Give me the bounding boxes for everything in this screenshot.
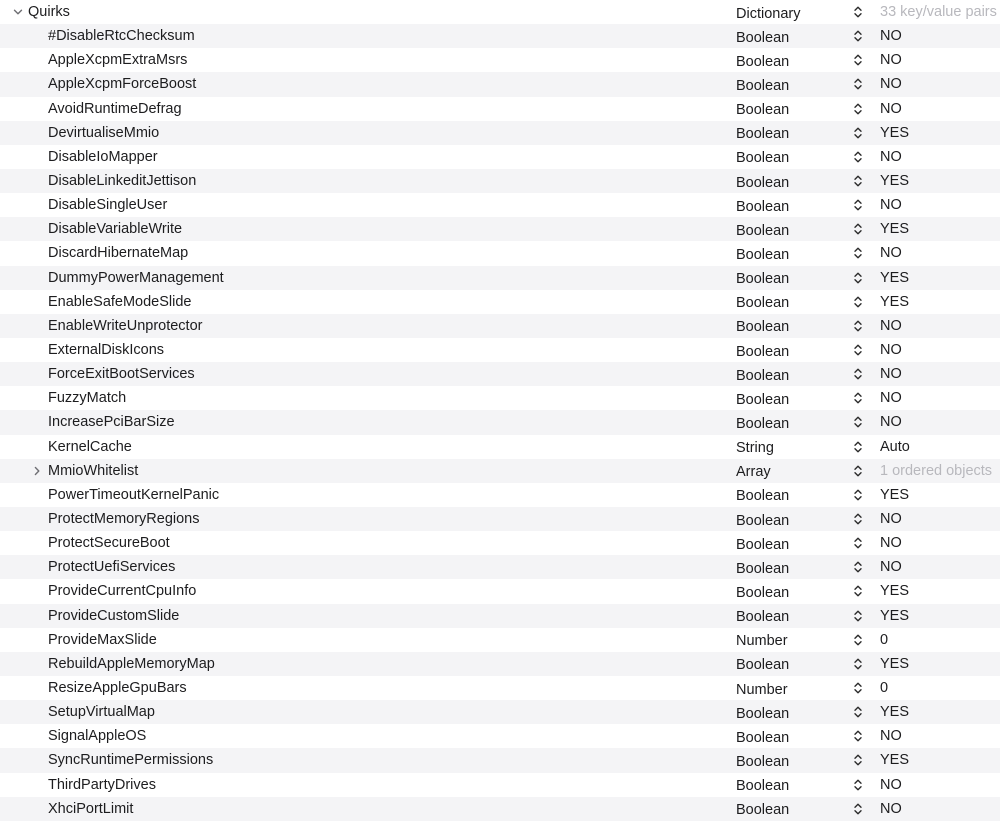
row-key[interactable]: DisableLinkeditJettison	[48, 173, 197, 190]
row-key[interactable]: ThirdPartyDrives	[48, 776, 156, 793]
row-type[interactable]: Boolean	[736, 584, 790, 601]
row-key[interactable]: FuzzyMatch	[48, 390, 127, 407]
up-down-stepper-icon[interactable]	[853, 0, 863, 24]
row-type[interactable]: Boolean	[736, 102, 790, 119]
up-down-stepper-icon[interactable]	[853, 338, 863, 362]
up-down-stepper-icon[interactable]	[853, 507, 863, 531]
row-key[interactable]: DevirtualiseMmio	[48, 124, 160, 141]
plist-row[interactable]	[0, 386, 1000, 410]
row-type[interactable]: String	[736, 440, 774, 457]
up-down-stepper-icon[interactable]	[853, 483, 863, 507]
up-down-stepper-icon[interactable]	[853, 724, 863, 748]
row-type[interactable]: Boolean	[736, 729, 790, 746]
quirks-children	[0, 24, 1000, 821]
row-value[interactable]: YES	[880, 486, 910, 503]
row-key[interactable]: DisableSingleUser	[48, 197, 168, 214]
row-value[interactable]: NO	[880, 511, 902, 528]
up-down-stepper-icon[interactable]	[853, 459, 863, 483]
plist-row[interactable]	[0, 290, 1000, 314]
plist-row[interactable]	[0, 531, 1000, 555]
row-type[interactable]: Boolean	[736, 391, 790, 408]
up-down-stepper-icon[interactable]	[853, 72, 863, 96]
up-down-stepper-icon[interactable]	[853, 266, 863, 290]
row-value: 33 key/value pairs	[880, 4, 997, 21]
plist-row[interactable]	[0, 266, 1000, 290]
row-value[interactable]: YES	[880, 583, 910, 600]
row-type[interactable]: Boolean	[736, 367, 790, 384]
row-key[interactable]: DisableVariableWrite	[48, 221, 183, 238]
row-value[interactable]: NO	[880, 148, 902, 165]
row-key[interactable]: ResizeAppleGpuBars	[48, 680, 187, 696]
up-down-stepper-icon[interactable]	[853, 241, 863, 265]
up-down-stepper-icon[interactable]	[853, 435, 863, 459]
row-type[interactable]: Boolean	[736, 560, 790, 577]
plist-row[interactable]	[0, 676, 1000, 700]
row-key[interactable]: ProvideCustomSlide	[48, 607, 180, 624]
plist-row[interactable]	[0, 48, 1000, 72]
row-value[interactable]: YES	[880, 173, 910, 190]
row-key[interactable]: SetupVirtualMap	[48, 704, 155, 721]
row-type[interactable]: Boolean	[736, 512, 790, 529]
row-key[interactable]: DummyPowerManagement	[48, 269, 224, 286]
plist-row[interactable]	[0, 217, 1000, 241]
row-key[interactable]: AppleXcpmExtraMsrs	[48, 52, 188, 69]
row-type[interactable]: Boolean	[736, 319, 790, 336]
row-key[interactable]: SignalAppleOS	[48, 728, 147, 745]
plist-row[interactable]	[0, 145, 1000, 169]
plist-row[interactable]	[0, 773, 1000, 797]
row-key[interactable]: MmioWhitelist	[48, 462, 139, 479]
quirks-row[interactable]	[0, 0, 1000, 24]
plist-row[interactable]	[0, 700, 1000, 724]
plist-row[interactable]	[0, 507, 1000, 531]
plist-row[interactable]	[0, 748, 1000, 772]
up-down-stepper-icon[interactable]	[853, 290, 863, 314]
row-key[interactable]: ExternalDiskIcons	[48, 342, 165, 359]
row-value[interactable]: 0	[880, 631, 889, 648]
row-value[interactable]: YES	[880, 607, 910, 624]
plist-row[interactable]	[0, 797, 1000, 821]
row-value[interactable]: NO	[880, 800, 902, 817]
row-type[interactable]: Boolean	[736, 174, 790, 191]
row-value[interactable]: YES	[880, 752, 910, 769]
up-down-stepper-icon[interactable]	[853, 531, 863, 555]
up-down-stepper-icon[interactable]	[853, 797, 863, 821]
row-key[interactable]: EnableSafeModeSlide	[48, 293, 192, 310]
row-value[interactable]: NO	[880, 776, 902, 793]
row-value[interactable]: YES	[880, 124, 910, 141]
row-key[interactable]: ProvideCurrentCpuInfo	[48, 583, 197, 600]
row-value[interactable]: YES	[880, 269, 910, 286]
row-value[interactable]: NO	[880, 559, 902, 576]
row-type[interactable]: Boolean	[736, 778, 790, 795]
up-down-stepper-icon[interactable]	[853, 579, 863, 603]
row-type[interactable]: Boolean	[736, 343, 790, 360]
up-down-stepper-icon[interactable]	[853, 628, 863, 652]
row-key[interactable]: DiscardHibernateMap	[48, 245, 189, 262]
plist-row[interactable]	[0, 628, 1000, 652]
plist-row[interactable]	[0, 241, 1000, 265]
up-down-stepper-icon[interactable]	[853, 748, 863, 772]
plist-row[interactable]	[0, 652, 1000, 676]
row-key[interactable]: EnableWriteUnprotector	[48, 317, 203, 334]
up-down-stepper-icon[interactable]	[853, 410, 863, 434]
row-type[interactable]: Dictionary	[736, 5, 801, 22]
row-value[interactable]: YES	[880, 293, 910, 310]
row-key[interactable]: ProtectMemoryRegions	[48, 511, 200, 528]
up-down-stepper-icon[interactable]	[853, 773, 863, 797]
row-key[interactable]: XhciPortLimit	[48, 800, 134, 817]
plist-row[interactable]	[0, 410, 1000, 434]
up-down-stepper-icon[interactable]	[853, 386, 863, 410]
plist-row[interactable]	[0, 483, 1000, 507]
up-down-stepper-icon[interactable]	[853, 700, 863, 724]
plist-row[interactable]	[0, 579, 1000, 603]
row-type[interactable]: Boolean	[736, 488, 790, 505]
plist-row[interactable]	[0, 338, 1000, 362]
up-down-stepper-icon[interactable]	[853, 48, 863, 72]
plist-row[interactable]	[0, 193, 1000, 217]
row-key[interactable]: ProtectSecureBoot	[48, 535, 170, 552]
row-value[interactable]: NO	[880, 414, 902, 431]
row-value[interactable]: NO	[880, 342, 902, 359]
row-type[interactable]: Boolean	[736, 246, 790, 263]
row-key[interactable]: ForceExitBootServices	[48, 366, 195, 383]
row-key[interactable]: AppleXcpmForceBoost	[48, 76, 197, 93]
row-type[interactable]: Boolean	[736, 77, 790, 94]
row-type[interactable]: Boolean	[736, 29, 790, 46]
plist-row[interactable]	[0, 435, 1000, 459]
row-value[interactable]: YES	[880, 655, 910, 672]
up-down-stepper-icon[interactable]	[853, 169, 863, 193]
plist-row[interactable]	[0, 555, 1000, 579]
plist-row[interactable]	[0, 604, 1000, 628]
row-value[interactable]: YES	[880, 704, 910, 721]
plist-row[interactable]	[0, 362, 1000, 386]
row-value[interactable]: NO	[880, 28, 902, 45]
plist-row[interactable]	[0, 169, 1000, 193]
row-value[interactable]: NO	[880, 366, 902, 383]
row-type[interactable]: Boolean	[736, 222, 790, 239]
row-type[interactable]: Boolean	[736, 295, 790, 312]
row-type[interactable]: Boolean	[736, 198, 790, 215]
up-down-stepper-icon[interactable]	[853, 145, 863, 169]
row-value[interactable]: NO	[880, 535, 902, 552]
row-value[interactable]: NO	[880, 728, 902, 745]
row-type[interactable]: Boolean	[736, 126, 790, 143]
row-key[interactable]: ProvideMaxSlide	[48, 631, 157, 648]
row-type[interactable]: Boolean	[736, 536, 790, 553]
up-down-stepper-icon[interactable]	[853, 217, 863, 241]
row-type[interactable]: Number	[736, 633, 788, 650]
row-type[interactable]: Array	[736, 464, 771, 481]
row-type[interactable]: Boolean	[736, 53, 790, 70]
row-type[interactable]: Boolean	[736, 705, 790, 722]
plist-row[interactable]	[0, 724, 1000, 748]
up-down-stepper-icon[interactable]	[853, 193, 863, 217]
up-down-stepper-icon[interactable]	[853, 314, 863, 338]
up-down-stepper-icon[interactable]	[853, 97, 863, 121]
row-key[interactable]: RebuildAppleMemoryMap	[48, 655, 215, 672]
row-type[interactable]: Boolean	[736, 415, 790, 432]
plist-row[interactable]	[0, 97, 1000, 121]
row-type[interactable]: Boolean	[736, 150, 790, 167]
row-value: 1 ordered objects	[880, 462, 993, 479]
plist-row[interactable]	[0, 24, 1000, 48]
row-type[interactable]: Boolean	[736, 753, 790, 770]
up-down-stepper-icon[interactable]	[853, 604, 863, 628]
up-down-stepper-icon[interactable]	[853, 676, 863, 700]
row-type[interactable]: Boolean	[736, 609, 790, 626]
row-key[interactable]: Quirks	[28, 4, 70, 21]
row-value[interactable]: YES	[880, 221, 910, 238]
row-value[interactable]: NO	[880, 52, 902, 69]
row-value[interactable]: NO	[880, 197, 902, 214]
row-value[interactable]: NO	[880, 76, 902, 93]
up-down-stepper-icon[interactable]	[853, 24, 863, 48]
row-key[interactable]: ProtectUefiServices	[48, 559, 176, 576]
row-key[interactable]: IncreasePciBarSize	[48, 414, 175, 431]
row-value[interactable]: NO	[880, 245, 902, 262]
row-value[interactable]: NO	[880, 100, 902, 117]
row-type[interactable]: Number	[736, 681, 788, 698]
plist-row[interactable]	[0, 121, 1000, 145]
chevron-right-icon[interactable]	[30, 459, 44, 483]
up-down-stepper-icon[interactable]	[853, 555, 863, 579]
row-type[interactable]: Boolean	[736, 657, 790, 674]
plist-row[interactable]	[0, 314, 1000, 338]
plist-row[interactable]	[0, 459, 1000, 483]
row-value[interactable]: 0	[880, 680, 889, 696]
row-value[interactable]: NO	[880, 317, 902, 334]
row-value[interactable]: NO	[880, 390, 902, 407]
up-down-stepper-icon[interactable]	[853, 121, 863, 145]
up-down-stepper-icon[interactable]	[853, 652, 863, 676]
row-value[interactable]: Auto	[880, 438, 910, 455]
chevron-down-icon[interactable]	[11, 0, 25, 24]
row-key[interactable]: #DisableRtcChecksum	[48, 28, 195, 45]
row-type[interactable]: Boolean	[736, 271, 790, 288]
row-key[interactable]: AvoidRuntimeDefrag	[48, 100, 182, 117]
row-key[interactable]: KernelCache	[48, 438, 132, 455]
row-key[interactable]: DisableIoMapper	[48, 148, 158, 165]
row-key[interactable]: PowerTimeoutKernelPanic	[48, 486, 220, 503]
plist-row[interactable]	[0, 72, 1000, 96]
up-down-stepper-icon[interactable]	[853, 362, 863, 386]
row-type[interactable]: Boolean	[736, 802, 790, 819]
row-key[interactable]: SyncRuntimePermissions	[48, 752, 214, 769]
